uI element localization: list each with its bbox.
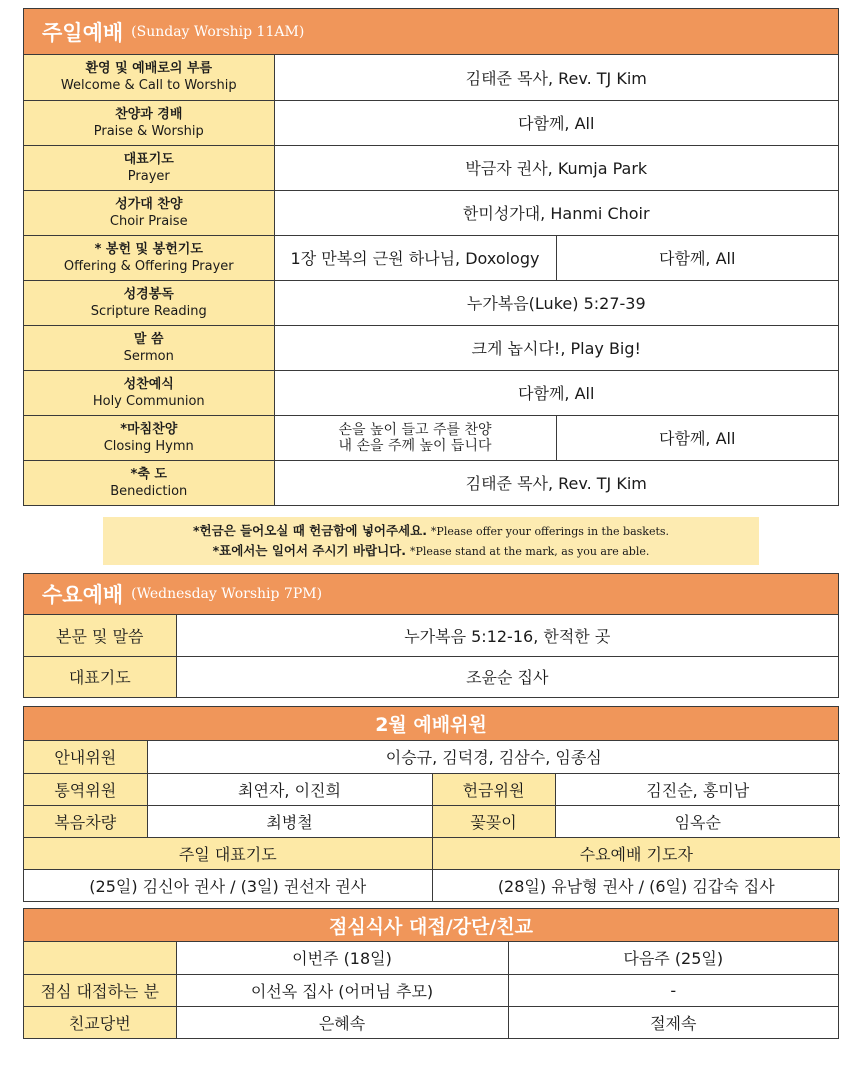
this-week-value: 은혜속 (176, 1006, 508, 1038)
table-row (24, 100, 838, 145)
label-en: Holy Communion (92, 393, 205, 409)
row-value: 한미성가대, Hanmi Choir (274, 190, 838, 235)
table-row (24, 741, 840, 773)
label-en: Praise & Worship (93, 123, 204, 139)
table-row (24, 942, 838, 974)
table-row (24, 1006, 838, 1038)
table-row (24, 370, 838, 415)
row-label: 대표기도 (24, 656, 176, 697)
flower-label: 꽃꽂이 (432, 805, 555, 837)
row-label: 점심 대접하는 분 (24, 974, 176, 1006)
row-value: 다함께, All (274, 370, 838, 415)
next-week-value: 절제속 (508, 1006, 838, 1038)
wednesday-table (24, 615, 838, 697)
this-week-value: 이선옥 집사 (어머님 추모) (176, 974, 508, 1006)
row-label (24, 370, 274, 415)
label-ko: 성가대 찬양 (115, 196, 183, 212)
row-value: 박금자 권사, Kumja Park (274, 145, 838, 190)
lunch-fellowship-table (24, 942, 838, 1038)
wednesday-prayer-value: (28일) 유남형 권사 / (6일) 김갑숙 집사 (432, 869, 840, 901)
label-ko: 환영 및 예배로의 부름 (85, 61, 213, 77)
label-ko: * 봉헌 및 봉헌기도 (94, 241, 203, 257)
label-ko: 성경봉독 (123, 286, 174, 302)
next-week-value: - (508, 974, 838, 1006)
label-en: Benediction (110, 483, 188, 499)
table-row (24, 615, 838, 656)
table-row (24, 805, 840, 837)
corner-cell (24, 942, 176, 974)
bus-value: 최병철 (147, 805, 432, 837)
row-label: 본문 및 말씀 (24, 615, 176, 656)
row-label (24, 460, 274, 505)
row-value-2: 다함께, All (556, 415, 838, 460)
lunch-fellowship-header (24, 909, 838, 942)
label-ko: 찬양과 경배 (115, 106, 183, 122)
row-label (24, 325, 274, 370)
interpreter-label: 통역위원 (24, 773, 147, 805)
row-label (24, 55, 274, 100)
table-row (24, 145, 838, 190)
sunday-worship-title: 주일예배 (42, 20, 124, 45)
row-value: 누가복음(Luke) 5:27-39 (274, 280, 838, 325)
wednesday-worship-title: 수요예배 (42, 583, 124, 607)
row-value: 누가복음 5:12-16, 한적한 곳 (176, 615, 838, 656)
label-ko: 대표기도 (123, 151, 174, 167)
hymn-line-2: 내 손을 주께 높이 듭니다 (338, 437, 492, 454)
this-week-header: 이번주 (18일) (176, 942, 508, 974)
row-label (24, 415, 274, 460)
interpreter-value: 최연자, 이진희 (147, 773, 432, 805)
usher-value: 이승규, 김덕경, 김삼수, 임종심 (147, 741, 840, 773)
table-row (24, 656, 838, 697)
row-value (274, 415, 556, 460)
offering-committee-label: 헌금위원 (432, 773, 555, 805)
table-row (24, 869, 840, 901)
lunch-fellowship-title: 점심식사 대접/강단/친교 (328, 915, 534, 938)
wednesday-worship-section (23, 573, 839, 698)
sunday-order-table (24, 55, 838, 505)
notice-line-1 (193, 521, 669, 541)
row-label (24, 190, 274, 235)
sunday-worship-section (23, 8, 839, 506)
row-value: 김태준 목사, Rev. TJ Kim (274, 55, 838, 100)
row-value: 1장 만복의 근원 하나님, Doxology (274, 235, 556, 280)
notice-line-1-ko: *헌금은 들어오실 때 헌금함에 넣어주세요. (192, 523, 427, 538)
row-value: 조윤순 집사 (176, 656, 838, 697)
notice-line-1-en: *Please offer your offerings in the baskets. (430, 525, 670, 538)
row-label (24, 145, 274, 190)
lunch-fellowship-section (23, 908, 839, 1039)
label-en: Offering & Offering Prayer (63, 258, 234, 274)
row-label (24, 100, 274, 145)
wednesday-prayer-label: 수요예배 기도자 (432, 837, 840, 869)
label-en: Prayer (127, 168, 170, 184)
row-value: 다함께, All (274, 100, 838, 145)
sunday-worship-subtitle: (Sunday Worship 11AM) (131, 23, 305, 40)
flower-value: 임옥순 (555, 805, 840, 837)
row-label: 친교당번 (24, 1006, 176, 1038)
label-en: Welcome & Call to Worship (60, 78, 237, 94)
table-row (24, 415, 838, 460)
label-en: Closing Hymn (103, 438, 194, 454)
table-row (24, 325, 838, 370)
row-label (24, 280, 274, 325)
label-en: Sermon (123, 348, 174, 364)
label-ko: 말 씀 (133, 331, 164, 347)
february-committee-title: 2월 예배위원 (375, 714, 487, 736)
label-ko: *축 도 (130, 466, 167, 482)
notice-line-2-en: *Please stand at the mark, as you are able. (410, 545, 650, 558)
notice-line-2-ko: *표에서는 일어서 주시기 바랍니다. (212, 543, 407, 558)
hymn-line-1: 손을 높이 들고 주를 찬양 (338, 421, 492, 438)
label-ko: *마침찬양 (120, 421, 178, 437)
sunday-worship-header (24, 9, 838, 55)
february-committee-table (24, 741, 840, 901)
february-committee-header (24, 707, 838, 741)
table-row (24, 55, 838, 100)
row-value-2: 다함께, All (556, 235, 838, 280)
offering-committee-value: 김진순, 홍미남 (555, 773, 840, 805)
table-row (24, 773, 840, 805)
table-row (24, 280, 838, 325)
sunday-prayer-value: (25일) 김신아 권사 / (3일) 권선자 권사 (24, 869, 432, 901)
row-label (24, 235, 274, 280)
usher-label: 안내위원 (24, 741, 147, 773)
table-row (24, 974, 838, 1006)
row-value: 김태준 목사, Rev. TJ Kim (274, 460, 838, 505)
wednesday-worship-subtitle: (Wednesday Worship 7PM) (131, 586, 323, 602)
wednesday-worship-header (24, 574, 838, 615)
notice-line-2 (213, 541, 650, 561)
table-row (24, 235, 838, 280)
bus-label: 복음차량 (24, 805, 147, 837)
sunday-prayer-label: 주일 대표기도 (24, 837, 432, 869)
label-ko: 성찬예식 (123, 376, 174, 392)
offering-notice (103, 517, 759, 565)
row-value: 크게 놉시다!, Play Big! (274, 325, 838, 370)
label-en: Choir Praise (109, 213, 188, 229)
table-row (24, 460, 838, 505)
table-row (24, 190, 838, 235)
next-week-header: 다음주 (25일) (508, 942, 838, 974)
february-committee-section (23, 706, 839, 902)
table-row (24, 837, 840, 869)
label-en: Scripture Reading (90, 303, 207, 319)
